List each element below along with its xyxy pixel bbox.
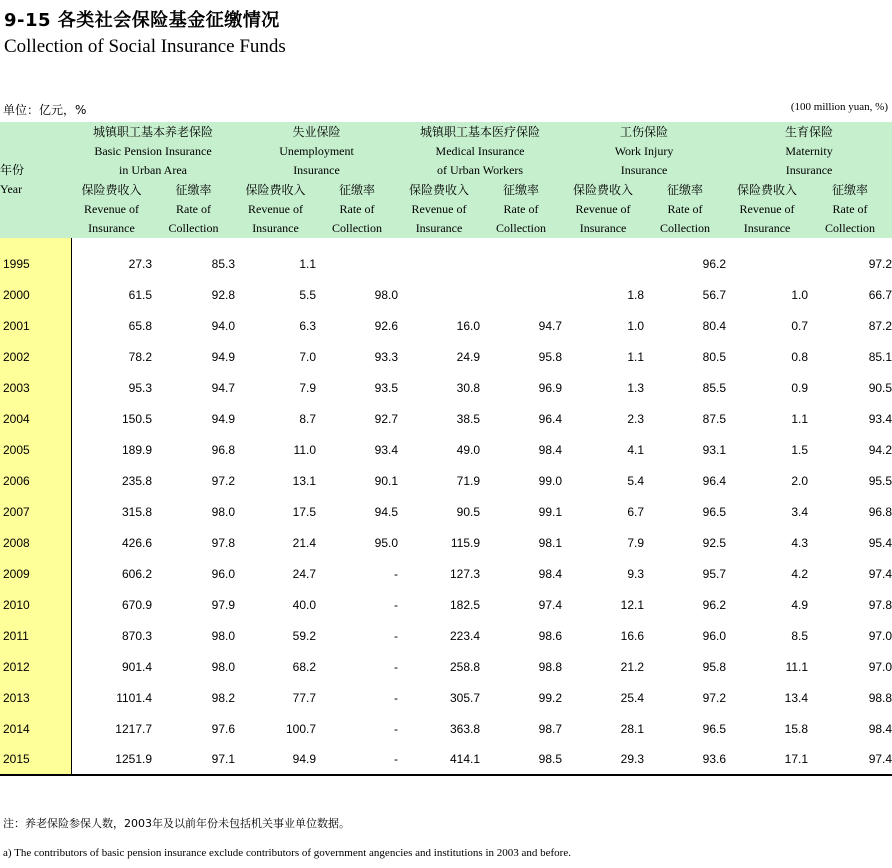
value-cell: 92.8 — [211, 287, 236, 302]
rate-subheader-line: 征缴率 — [175, 182, 212, 197]
value-cell: 94.9 — [211, 349, 236, 364]
value-cell: - — [394, 597, 399, 612]
value-cell: 235.8 — [121, 473, 152, 488]
revenue-subheader-line: Revenue of — [575, 201, 631, 216]
table-row — [0, 620, 892, 651]
value-cell: 97.4 — [808, 744, 892, 775]
unit-label-en: (100 million yuan, %) — [790, 101, 888, 113]
year-cell: 2010 — [0, 589, 71, 620]
value-cell: 49.0 — [456, 442, 481, 457]
rate-subheader-line: Rate of — [667, 201, 703, 216]
value-cell — [480, 238, 562, 279]
value-cell: 870.3 — [121, 628, 152, 643]
value-cell: 98.4 — [538, 566, 563, 581]
group-en: in Urban Area — [119, 162, 187, 177]
year-cell: 2007 — [0, 496, 71, 527]
value-cell: 97.2 — [702, 690, 727, 705]
rate-subheader-line: Collection — [825, 220, 876, 235]
table-row — [0, 465, 892, 496]
value-cell: 96.0 — [211, 566, 236, 581]
value-cell: 1.5 — [791, 442, 809, 457]
value-cell: 97.6 — [211, 721, 236, 736]
year-cell: 2002 — [0, 341, 71, 372]
value-cell: 13.4 — [784, 690, 809, 705]
value-cell: 90.5 — [868, 380, 892, 395]
value-cell: 61.5 — [128, 287, 152, 302]
group-header-unemployment — [235, 122, 398, 180]
value-cell: 98.4 — [538, 442, 563, 457]
value-cell: 258.8 — [449, 659, 481, 674]
value-cell: 426.6 — [121, 535, 152, 550]
table-row — [0, 589, 892, 620]
value-cell: - — [394, 566, 399, 581]
rate-subheader-line: Collection — [660, 220, 711, 235]
value-cell: 99.0 — [538, 473, 563, 488]
table-row — [0, 558, 892, 589]
revenue-subheader-line: 保险费收入 — [737, 182, 798, 197]
value-cell — [398, 238, 480, 279]
value-cell: 150.5 — [121, 411, 152, 426]
value-cell: 99.1 — [538, 504, 563, 519]
value-cell: 6.3 — [299, 318, 317, 333]
value-cell: 65.8 — [128, 318, 152, 333]
page-title: 9-15 各类社会保险基金征缴情况 — [4, 10, 280, 31]
rate-subheader — [808, 180, 892, 238]
value-cell: 13.1 — [292, 473, 317, 488]
value-cell: 87.5 — [702, 411, 727, 426]
value-cell: 1.3 — [627, 380, 645, 395]
year-cell: 2012 — [0, 651, 71, 682]
table-row — [0, 341, 892, 372]
value-cell: 66.7 — [868, 287, 892, 302]
table-row — [0, 310, 892, 341]
rate-subheader-line: Collection — [168, 220, 219, 235]
rate-subheader-line: 征缴率 — [503, 182, 540, 197]
value-cell: 96.5 — [702, 504, 727, 519]
rate-subheader-line: 征缴率 — [339, 182, 376, 197]
value-cell: 97.2 — [211, 473, 236, 488]
value-cell: 96.2 — [702, 597, 727, 612]
value-cell: 305.7 — [449, 690, 481, 705]
rate-subheader-line: Collection — [496, 220, 547, 235]
table-row — [0, 496, 892, 527]
value-cell: 0.7 — [791, 318, 809, 333]
group-en: Insurance — [785, 162, 833, 177]
rate-subheader-line: Rate of — [176, 201, 211, 216]
value-cell: 3.4 — [791, 504, 809, 519]
revenue-subheader-line: Insurance — [743, 220, 791, 235]
value-cell: 98.0 — [211, 659, 236, 674]
value-cell: 94.9 — [235, 744, 316, 775]
value-cell: 96.8 — [211, 442, 236, 457]
value-cell: - — [394, 628, 399, 643]
footnote-cn: 注：养老保险参保人数，2003年及以前年份未包括机关事业单位数据。 — [3, 817, 350, 830]
value-cell: 87.2 — [868, 318, 892, 333]
year-cell: 2014 — [0, 713, 71, 744]
value-cell: 85.1 — [868, 349, 892, 364]
value-cell: 7.9 — [627, 535, 645, 550]
year-cell: 2011 — [0, 620, 71, 651]
value-cell: 0.8 — [791, 349, 809, 364]
value-cell: 93.1 — [702, 442, 727, 457]
table-row — [0, 434, 892, 465]
revenue-subheader — [726, 180, 808, 238]
revenue-subheader-line: Insurance — [88, 220, 135, 235]
year-column-header — [0, 122, 71, 238]
revenue-subheader-line: Revenue of — [248, 201, 303, 216]
value-cell: 97.4 — [538, 597, 563, 612]
value-cell: 96.9 — [538, 380, 563, 395]
value-cell: 80.5 — [702, 349, 727, 364]
value-cell: 1.8 — [627, 287, 645, 302]
group-en: Insurance — [293, 162, 340, 177]
value-cell: 95.8 — [538, 349, 563, 364]
table-row — [0, 744, 892, 775]
revenue-subheader-line: 保险费收入 — [81, 182, 142, 197]
rate-subheader — [644, 180, 726, 238]
value-cell: 95.3 — [128, 380, 152, 395]
value-cell: 5.5 — [299, 287, 317, 302]
revenue-subheader — [71, 180, 152, 238]
group-cn: 城镇职工基本养老保险 — [93, 124, 214, 139]
value-cell: 96.8 — [868, 504, 892, 519]
value-cell: 98.7 — [538, 721, 563, 736]
group-header-medical — [398, 122, 562, 180]
value-cell: 24.9 — [456, 349, 481, 364]
value-cell: - — [394, 659, 399, 674]
year-cell: 2005 — [0, 434, 71, 465]
group-en: Unemployment — [279, 143, 354, 158]
year-header-cn: 年份 — [0, 163, 25, 177]
page-subtitle: Collection of Social Insurance Funds — [4, 36, 286, 57]
value-cell: 80.4 — [702, 318, 727, 333]
group-en: of Urban Workers — [436, 162, 524, 177]
value-cell — [726, 238, 808, 279]
value-cell: 17.5 — [292, 504, 317, 519]
table-row — [0, 238, 892, 279]
value-cell: 4.9 — [791, 597, 809, 612]
revenue-subheader-line: 保险费收入 — [573, 182, 634, 197]
table-row — [0, 403, 892, 434]
value-cell: 97.1 — [152, 744, 235, 775]
revenue-subheader-line: Revenue of — [411, 201, 467, 216]
value-cell: 59.2 — [292, 628, 317, 643]
table-row — [0, 682, 892, 713]
value-cell: 115.9 — [450, 535, 481, 550]
year-cell: 2008 — [0, 527, 71, 558]
value-cell: 182.5 — [449, 597, 481, 612]
value-cell: 2.0 — [791, 473, 809, 488]
value-cell: 363.8 — [449, 721, 481, 736]
value-cell: 11.0 — [293, 442, 317, 457]
value-cell: 98.0 — [211, 628, 236, 643]
value-cell: 11.1 — [785, 659, 809, 674]
value-cell: 4.3 — [791, 535, 809, 550]
value-cell: 414.1 — [398, 744, 480, 775]
value-cell: 15.8 — [784, 721, 809, 736]
value-cell: 98.6 — [538, 628, 563, 643]
value-cell: 97.2 — [868, 256, 892, 271]
value-cell: 94.2 — [868, 442, 892, 457]
year-cell: 2009 — [0, 558, 71, 589]
revenue-subheader-line: Insurance — [252, 220, 299, 235]
value-cell: 97.9 — [211, 597, 236, 612]
value-cell: 1217.7 — [115, 721, 152, 736]
group-header-pension — [71, 122, 235, 180]
value-cell: 223.4 — [449, 628, 481, 643]
rate-subheader — [316, 180, 398, 238]
value-cell: 94.5 — [374, 504, 399, 519]
value-cell: 1.1 — [299, 256, 317, 271]
value-cell: 0.9 — [791, 380, 809, 395]
value-cell: 7.0 — [299, 349, 317, 364]
year-cell: 2003 — [0, 372, 71, 403]
value-cell: 97.4 — [868, 566, 892, 581]
value-cell: 56.7 — [702, 287, 727, 302]
value-cell: - — [316, 744, 398, 775]
value-cell: 6.7 — [627, 504, 645, 519]
data-table — [0, 122, 892, 776]
year-cell: 2004 — [0, 403, 71, 434]
value-cell: 93.6 — [644, 744, 726, 775]
value-cell: 16.0 — [456, 318, 481, 333]
group-cn: 城镇职工基本医疗保险 — [420, 124, 541, 139]
value-cell — [316, 238, 398, 279]
value-cell: 92.6 — [374, 318, 399, 333]
rate-subheader — [480, 180, 562, 238]
year-cell: 2013 — [0, 682, 71, 713]
year-cell: 2001 — [0, 310, 71, 341]
revenue-subheader-line: Insurance — [415, 220, 463, 235]
value-cell: 94.0 — [211, 318, 236, 333]
value-cell: 94.7 — [538, 318, 563, 333]
value-cell: 1.1 — [627, 349, 645, 364]
value-cell: 27.3 — [128, 256, 152, 271]
value-cell: 92.5 — [702, 535, 727, 550]
value-cell: 4.1 — [627, 442, 645, 457]
table-row — [0, 372, 892, 403]
value-cell: 85.5 — [702, 380, 727, 395]
year-cell: 2015 — [0, 744, 71, 775]
value-cell: 38.5 — [456, 411, 481, 426]
value-cell: 68.2 — [292, 659, 317, 674]
value-cell: 24.7 — [292, 566, 317, 581]
group-en: Basic Pension Insurance — [94, 143, 212, 158]
value-cell: 1.0 — [791, 287, 809, 302]
table-row — [0, 279, 892, 310]
value-cell: 92.7 — [374, 411, 399, 426]
value-cell: 93.4 — [374, 442, 399, 457]
value-cell: 98.0 — [374, 287, 399, 302]
value-cell: 30.8 — [456, 380, 481, 395]
value-cell: 99.2 — [538, 690, 563, 705]
value-cell: 28.1 — [620, 721, 645, 736]
value-cell: 1.0 — [627, 318, 645, 333]
rate-subheader-line: 征缴率 — [667, 182, 704, 197]
value-cell: 40.0 — [292, 597, 317, 612]
value-cell: 98.1 — [538, 535, 563, 550]
value-cell: 21.4 — [292, 535, 317, 550]
group-en: Work Injury — [614, 143, 674, 158]
group-en: Medical Insurance — [435, 143, 525, 158]
group-cn: 工伤保险 — [620, 124, 669, 139]
value-cell — [562, 238, 644, 279]
year-cell: 2000 — [0, 279, 71, 310]
group-cn: 生育保险 — [785, 124, 834, 139]
value-cell: 5.4 — [627, 473, 645, 488]
value-cell: 1.1 — [791, 411, 809, 426]
value-cell: 127.3 — [449, 566, 481, 581]
value-cell: 95.8 — [702, 659, 727, 674]
revenue-subheader — [398, 180, 480, 238]
revenue-subheader-line: Insurance — [579, 220, 627, 235]
value-cell: 97.8 — [868, 597, 892, 612]
value-cell: 96.0 — [702, 628, 727, 643]
value-cell: 94.7 — [211, 380, 236, 395]
value-cell: - — [394, 690, 399, 705]
unit-label-cn: 单位：亿元，% — [3, 103, 87, 117]
value-cell: 670.9 — [121, 597, 152, 612]
value-cell: 96.5 — [702, 721, 727, 736]
value-cell: 77.7 — [292, 690, 317, 705]
value-cell: 97.0 — [868, 659, 892, 674]
value-cell: 93.5 — [374, 380, 399, 395]
table-row — [0, 713, 892, 744]
value-cell: 25.4 — [620, 690, 645, 705]
group-en: Maternity — [785, 143, 833, 158]
value-cell: 96.2 — [702, 256, 727, 271]
value-cell: 901.4 — [121, 659, 152, 674]
rate-subheader-line: Rate of — [503, 201, 539, 216]
value-cell: 9.3 — [627, 566, 645, 581]
rate-subheader-line: 征缴率 — [832, 182, 869, 197]
table-row — [0, 651, 892, 682]
rate-subheader — [152, 180, 235, 238]
revenue-subheader-line: Revenue of — [84, 201, 139, 216]
value-cell: 90.1 — [374, 473, 399, 488]
value-cell: 98.2 — [211, 690, 236, 705]
value-cell: 95.7 — [702, 566, 727, 581]
value-cell: 95.4 — [868, 535, 892, 550]
value-cell: 17.1 — [726, 744, 808, 775]
value-cell: 98.8 — [868, 690, 892, 705]
value-cell: 95.5 — [868, 473, 892, 488]
value-cell — [398, 279, 480, 310]
year-cell: 2006 — [0, 465, 71, 496]
revenue-subheader — [562, 180, 644, 238]
value-cell: 606.2 — [121, 566, 152, 581]
revenue-subheader-line: 保险费收入 — [409, 182, 470, 197]
value-cell: 96.4 — [538, 411, 563, 426]
value-cell: 90.5 — [456, 504, 481, 519]
value-cell: 93.3 — [374, 349, 399, 364]
value-cell: 21.2 — [620, 659, 645, 674]
value-cell: 29.3 — [562, 744, 644, 775]
value-cell: 97.8 — [211, 535, 236, 550]
value-cell: 16.6 — [620, 628, 645, 643]
value-cell — [480, 279, 562, 310]
group-header-maternity — [726, 122, 892, 180]
rate-subheader-line: Rate of — [832, 201, 868, 216]
table-row — [0, 527, 892, 558]
value-cell: 7.9 — [299, 380, 317, 395]
value-cell: 2.3 — [627, 411, 645, 426]
value-cell: 8.7 — [299, 411, 317, 426]
value-cell: 4.2 — [791, 566, 809, 581]
value-cell: 98.5 — [480, 744, 562, 775]
group-cn: 失业保险 — [292, 124, 341, 139]
value-cell: 78.2 — [128, 349, 152, 364]
revenue-subheader-line: 保险费收入 — [245, 182, 306, 197]
group-header-work-injury — [562, 122, 726, 180]
value-cell: 98.0 — [211, 504, 236, 519]
footnote-en: a) The contributors of basic pension insurance exclude contributors of government angencies and institutions in 2003 and before. — [3, 847, 571, 859]
year-header-en: Year — [0, 182, 23, 196]
value-cell: 315.8 — [121, 504, 152, 519]
value-cell: 1251.9 — [71, 744, 152, 775]
rate-subheader-line: Rate of — [339, 201, 375, 216]
value-cell: 93.4 — [868, 411, 892, 426]
value-cell: - — [394, 721, 399, 736]
revenue-subheader-line: Revenue of — [739, 201, 795, 216]
value-cell: 85.3 — [211, 256, 236, 271]
group-en: Insurance — [620, 162, 668, 177]
value-cell: 97.0 — [868, 628, 892, 643]
value-cell: 71.9 — [456, 473, 481, 488]
value-cell: 96.4 — [702, 473, 727, 488]
value-cell: 1101.4 — [116, 690, 152, 705]
revenue-subheader — [235, 180, 316, 238]
value-cell: 98.4 — [868, 721, 892, 736]
value-cell: 189.9 — [121, 442, 152, 457]
value-cell: 8.5 — [791, 628, 809, 643]
rate-subheader-line: Collection — [332, 220, 383, 235]
year-cell: 1995 — [0, 238, 71, 279]
value-cell: 98.8 — [538, 659, 563, 674]
value-cell: 95.0 — [374, 535, 399, 550]
value-cell: 100.7 — [285, 721, 317, 736]
value-cell: 94.9 — [211, 411, 236, 426]
value-cell: 12.1 — [620, 597, 645, 612]
